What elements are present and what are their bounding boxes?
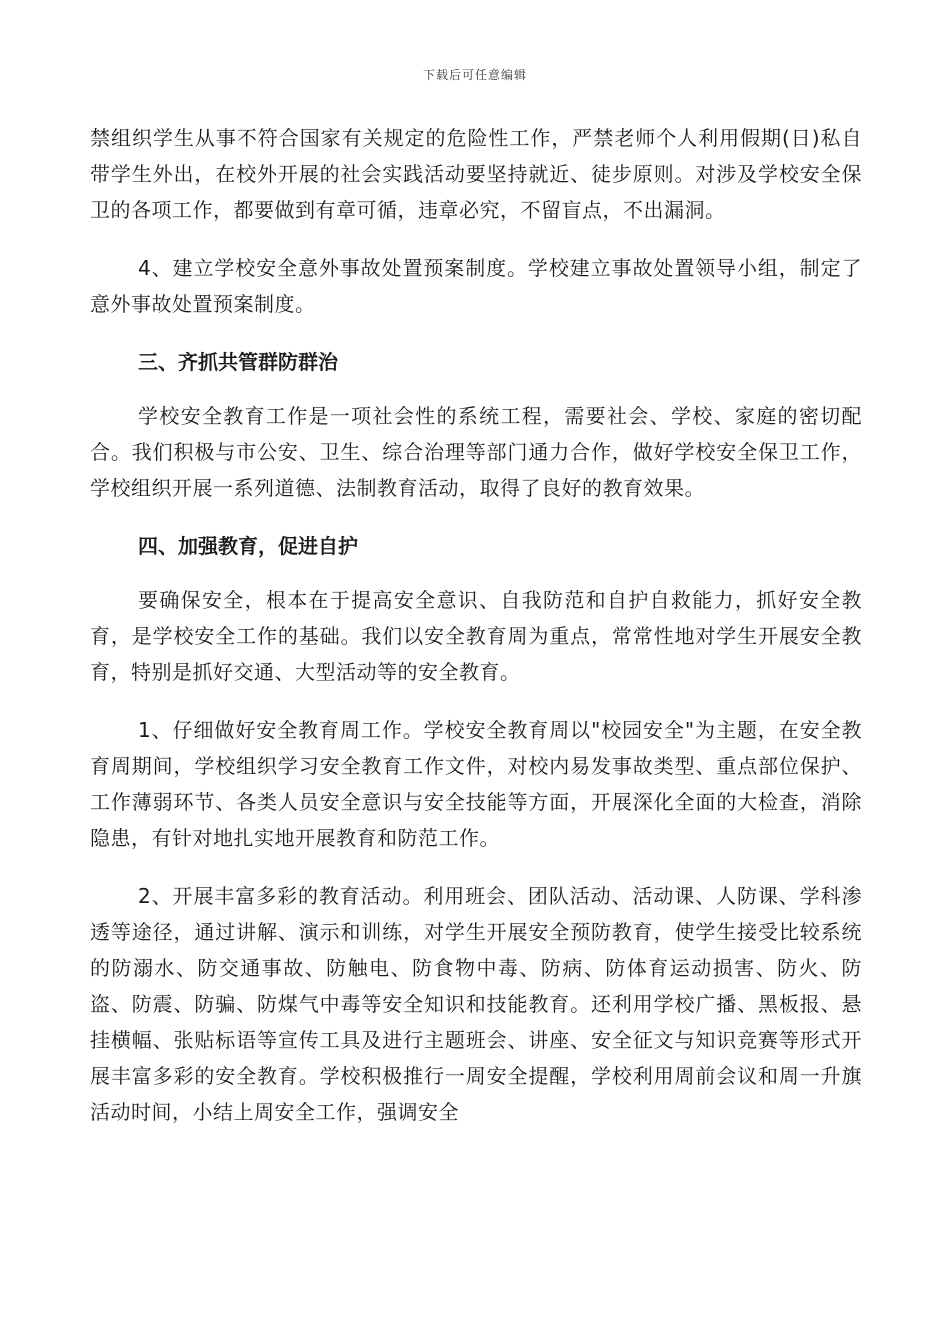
paragraph-section-3: 学校安全教育工作是一项社会性的系统工程，需要社会、学校、家庭的密切配合。我们积极与市公安、卫生、综合治理等部门通力合作，做好学校安全保卫工作，学校组织开展一系列道德、法制教育活动，取得了良好的教育效果。: [90, 404, 862, 500]
paragraph-continued: 禁组织学生从事不符合国家有关规定的危险性工作，严禁老师个人利用假期(日)私自带学生外出，在校外开展的社会实践活动要坚持就近、徒步原则。对涉及学校安全保卫的各项工作，都要做到有章可循，违章必究，不留盲点，不出漏洞。: [90, 126, 862, 222]
section-heading-3: 三、齐抓共管群防群治: [138, 350, 338, 374]
section-heading-4: 四、加强教育，促进自护: [138, 534, 358, 558]
paragraph-item-1: 1、仔细做好安全教育周工作。学校安全教育周以"校园安全"为主题，在安全教育周期间，学校组织学习安全教育工作文件，对校内易发事故类型、重点部位保护、工作薄弱环节、各类人员安全意识与安全技能等方面，开展深化全面的大检查，消除隐患，有针对地扎实地开展教育和防范工作。: [90, 718, 862, 850]
page-header: 下载后可任意编辑: [422, 68, 527, 82]
paragraph-item-4: 4、建立学校安全意外事故处置预案制度。学校建立事故处置领导小组，制定了意外事故处置预案制度。: [90, 256, 862, 316]
paragraph-item-2: 2、开展丰富多彩的教育活动。利用班会、团队活动、活动课、人防课、学科渗透等途径，通过讲解、演示和训练，对学生开展安全预防教育，使学生接受比较系统的防溺水、防交通事故、防触电、防食物中毒、防病、防体育运动损害、防火、防盗、防震、防骗、防煤气中毒等安全知识和技能教育。还利用学校广播、黑板报、悬挂横幅、张贴标语等宣传工具及进行主题班会、讲座、安全征文与知识竞赛等形式开展丰富多彩的安全教育。学校积极推行一周安全提醒，学校利用周前会议和周一升旗活动时间，小结上周安全工作，强调安全: [90, 884, 862, 1124]
paragraph-section-4: 要确保安全，根本在于提高安全意识、自我防范和自护自救能力，抓好安全教育，是学校安全工作的基础。我们以安全教育周为重点，常常性地对学生开展安全教育，特别是抓好交通、大型活动等的安全教育。: [90, 588, 862, 684]
document-body: [90, 120, 862, 1130]
